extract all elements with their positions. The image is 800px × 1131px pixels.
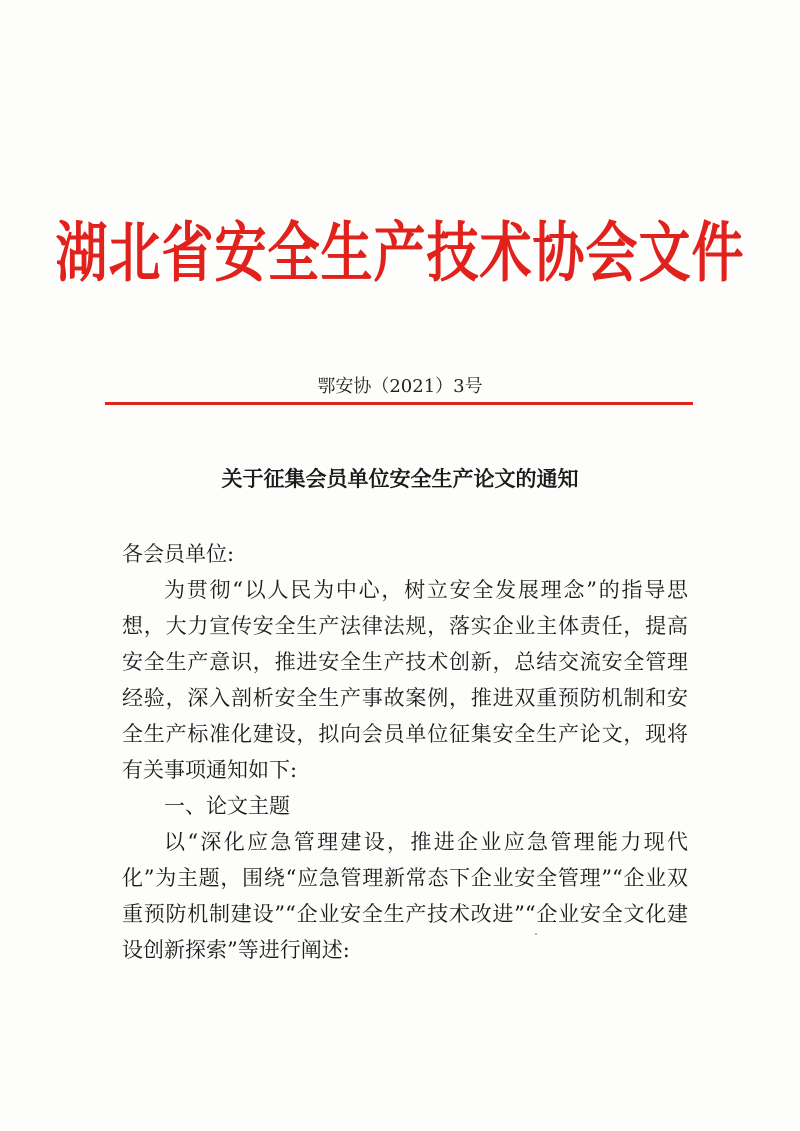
paragraph-intro: 为贯彻“以人民为中心，树立安全发展理念”的指导思想，大力宣传安全生产法律法规，落实企业主体责任，提高安全生产意识，推进安全生产技术创新，总结交流安全管理经验，深入剖析安全生产事故案例，推进双重预防机制和安全生产标准化建设，拟向会员单位征集安全生产论文，现将有关事项通知如下: [122, 578, 688, 782]
salutation: 各会员单位: [122, 542, 235, 566]
letterhead-title: 湖北省安全生产技术协会文件 [55, 215, 745, 292]
document-number: 鄂安协（2021）3号 [317, 376, 483, 397]
paragraph-topic: 以“深化应急管理建设，推进企业应急管理能力现代化”为主题，围绕“应急管理新常态下企业安全管理”“企业双重预防机制建设”“企业安全生产技术改进”“企业安全文化建设创新探索”等进行阐述: [122, 830, 688, 962]
section-heading-topic: 一、论文主题 [164, 794, 290, 818]
document-body [122, 536, 688, 962]
red-divider-line [105, 402, 693, 405]
scan-artifact [535, 933, 537, 935]
notice-title: 关于征集会员单位安全生产论文的通知 [221, 467, 579, 491]
